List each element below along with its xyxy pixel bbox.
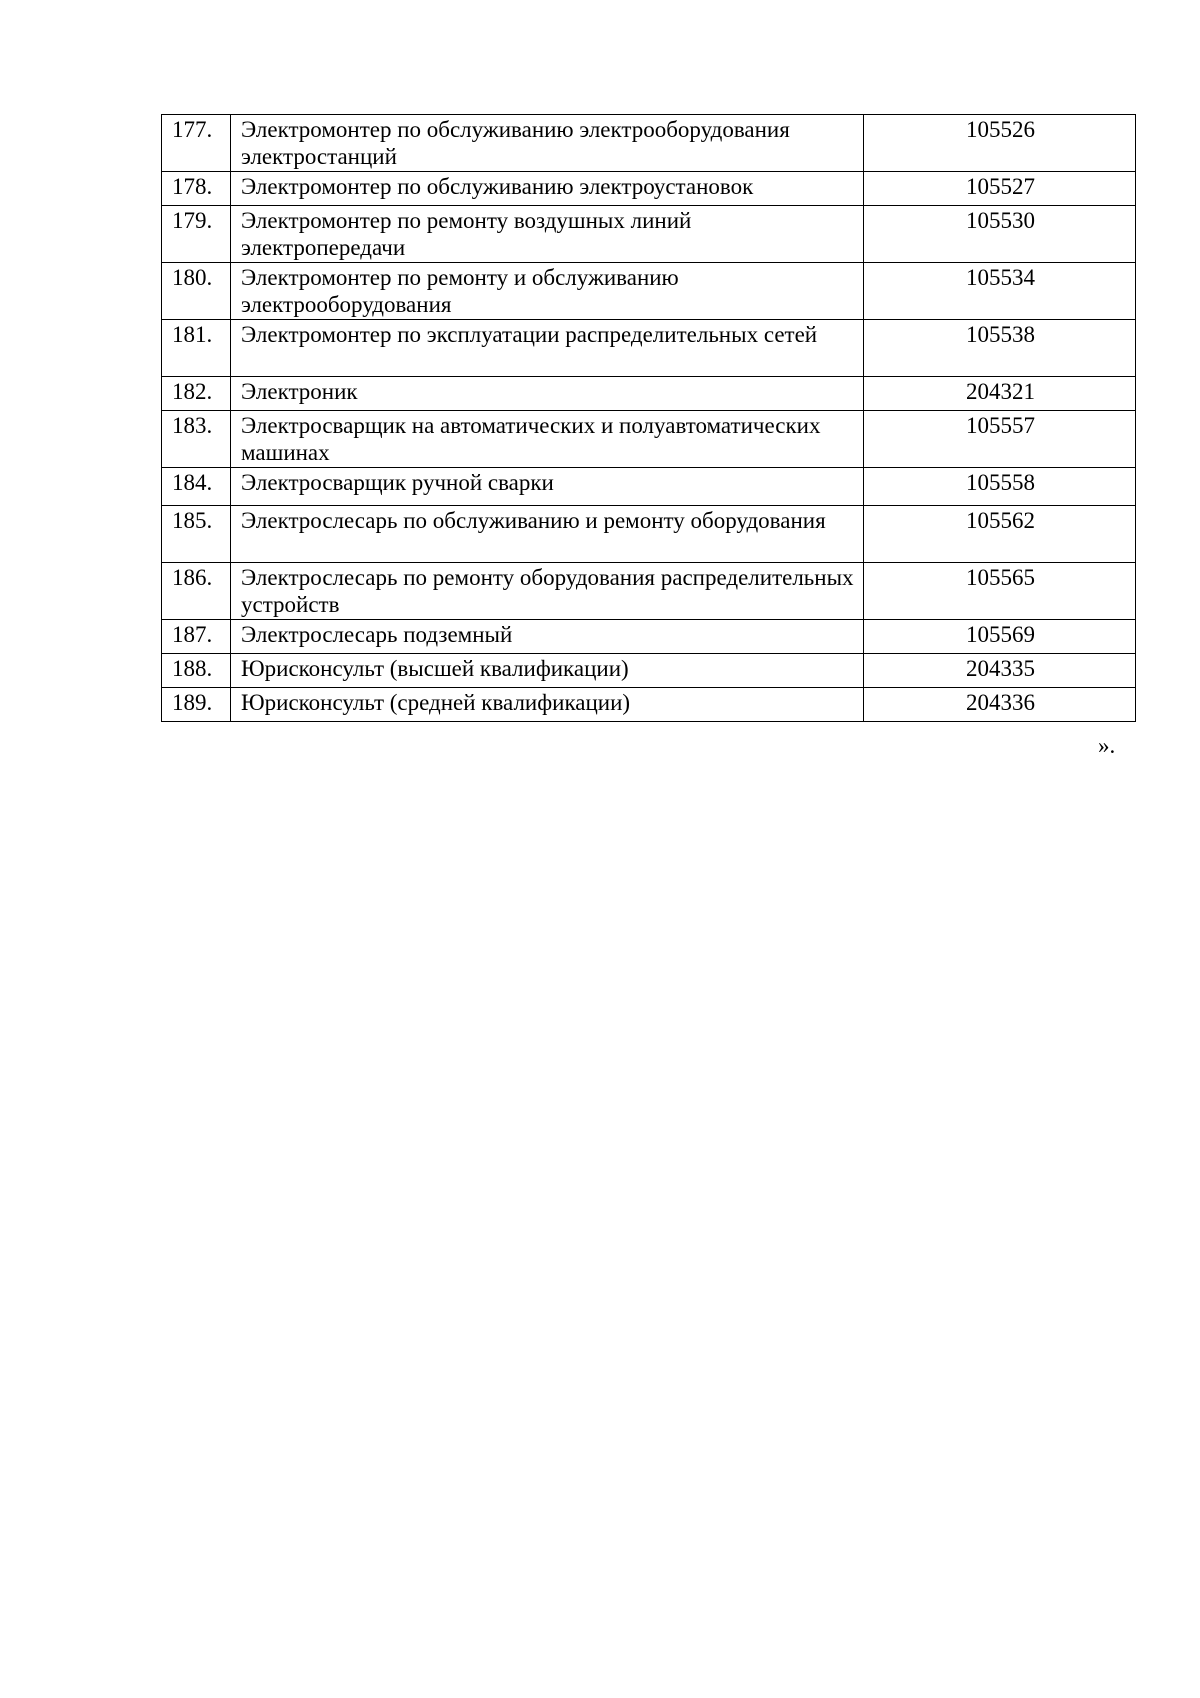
profession-code: 204335 [864, 654, 1136, 688]
row-number: 181. [162, 320, 231, 377]
table-row [162, 654, 1136, 688]
table-row [162, 563, 1136, 620]
table-row [162, 263, 1136, 320]
profession-code: 105526 [864, 115, 1136, 172]
profession-title: Электромонтер по ремонту и обслуживанию электрооборудования [231, 263, 864, 320]
row-number: 187. [162, 620, 231, 654]
table-row [162, 377, 1136, 411]
profession-title: Электрослесарь по обслуживанию и ремонту оборудования [231, 506, 864, 563]
profession-title: Юрисконсульт (средней квалификации) [231, 688, 864, 722]
row-number: 180. [162, 263, 231, 320]
row-number: 188. [162, 654, 231, 688]
profession-code: 105558 [864, 468, 1136, 506]
profession-code: 105569 [864, 620, 1136, 654]
profession-code: 105565 [864, 563, 1136, 620]
table-row [162, 468, 1136, 506]
closing-quote: ». [1098, 733, 1116, 758]
table-row [162, 206, 1136, 263]
profession-title: Электросварщик на автоматических и полуавтоматических машинах [231, 411, 864, 468]
table-row [162, 320, 1136, 377]
row-number: 184. [162, 468, 231, 506]
row-number: 182. [162, 377, 231, 411]
row-number: 186. [162, 563, 231, 620]
table-row [162, 506, 1136, 563]
profession-title: Электроник [231, 377, 864, 411]
profession-code: 105534 [864, 263, 1136, 320]
profession-code: 204336 [864, 688, 1136, 722]
row-number: 185. [162, 506, 231, 563]
profession-table [161, 114, 1136, 722]
profession-title: Электрослесарь подземный [231, 620, 864, 654]
row-number: 183. [162, 411, 231, 468]
profession-title: Электромонтер по ремонту воздушных линий электропередачи [231, 206, 864, 263]
profession-code: 105530 [864, 206, 1136, 263]
table-row [162, 411, 1136, 468]
table-row [162, 688, 1136, 722]
row-number: 177. [162, 115, 231, 172]
profession-title: Электромонтер по эксплуатации распределительных сетей [231, 320, 864, 377]
row-number: 178. [162, 172, 231, 206]
profession-title: Электромонтер по обслуживанию электрооборудования электростанций [231, 115, 864, 172]
profession-title: Электрослесарь по ремонту оборудования распределительных устройств [231, 563, 864, 620]
profession-code: 204321 [864, 377, 1136, 411]
row-number: 179. [162, 206, 231, 263]
profession-title: Электросварщик ручной сварки [231, 468, 864, 506]
profession-code: 105527 [864, 172, 1136, 206]
table-row [162, 115, 1136, 172]
table-row [162, 172, 1136, 206]
profession-title: Юрисконсульт (высшей квалификации) [231, 654, 864, 688]
profession-code: 105538 [864, 320, 1136, 377]
row-number: 189. [162, 688, 231, 722]
profession-code: 105557 [864, 411, 1136, 468]
profession-title: Электромонтер по обслуживанию электроустановок [231, 172, 864, 206]
profession-code: 105562 [864, 506, 1136, 563]
table-row [162, 620, 1136, 654]
